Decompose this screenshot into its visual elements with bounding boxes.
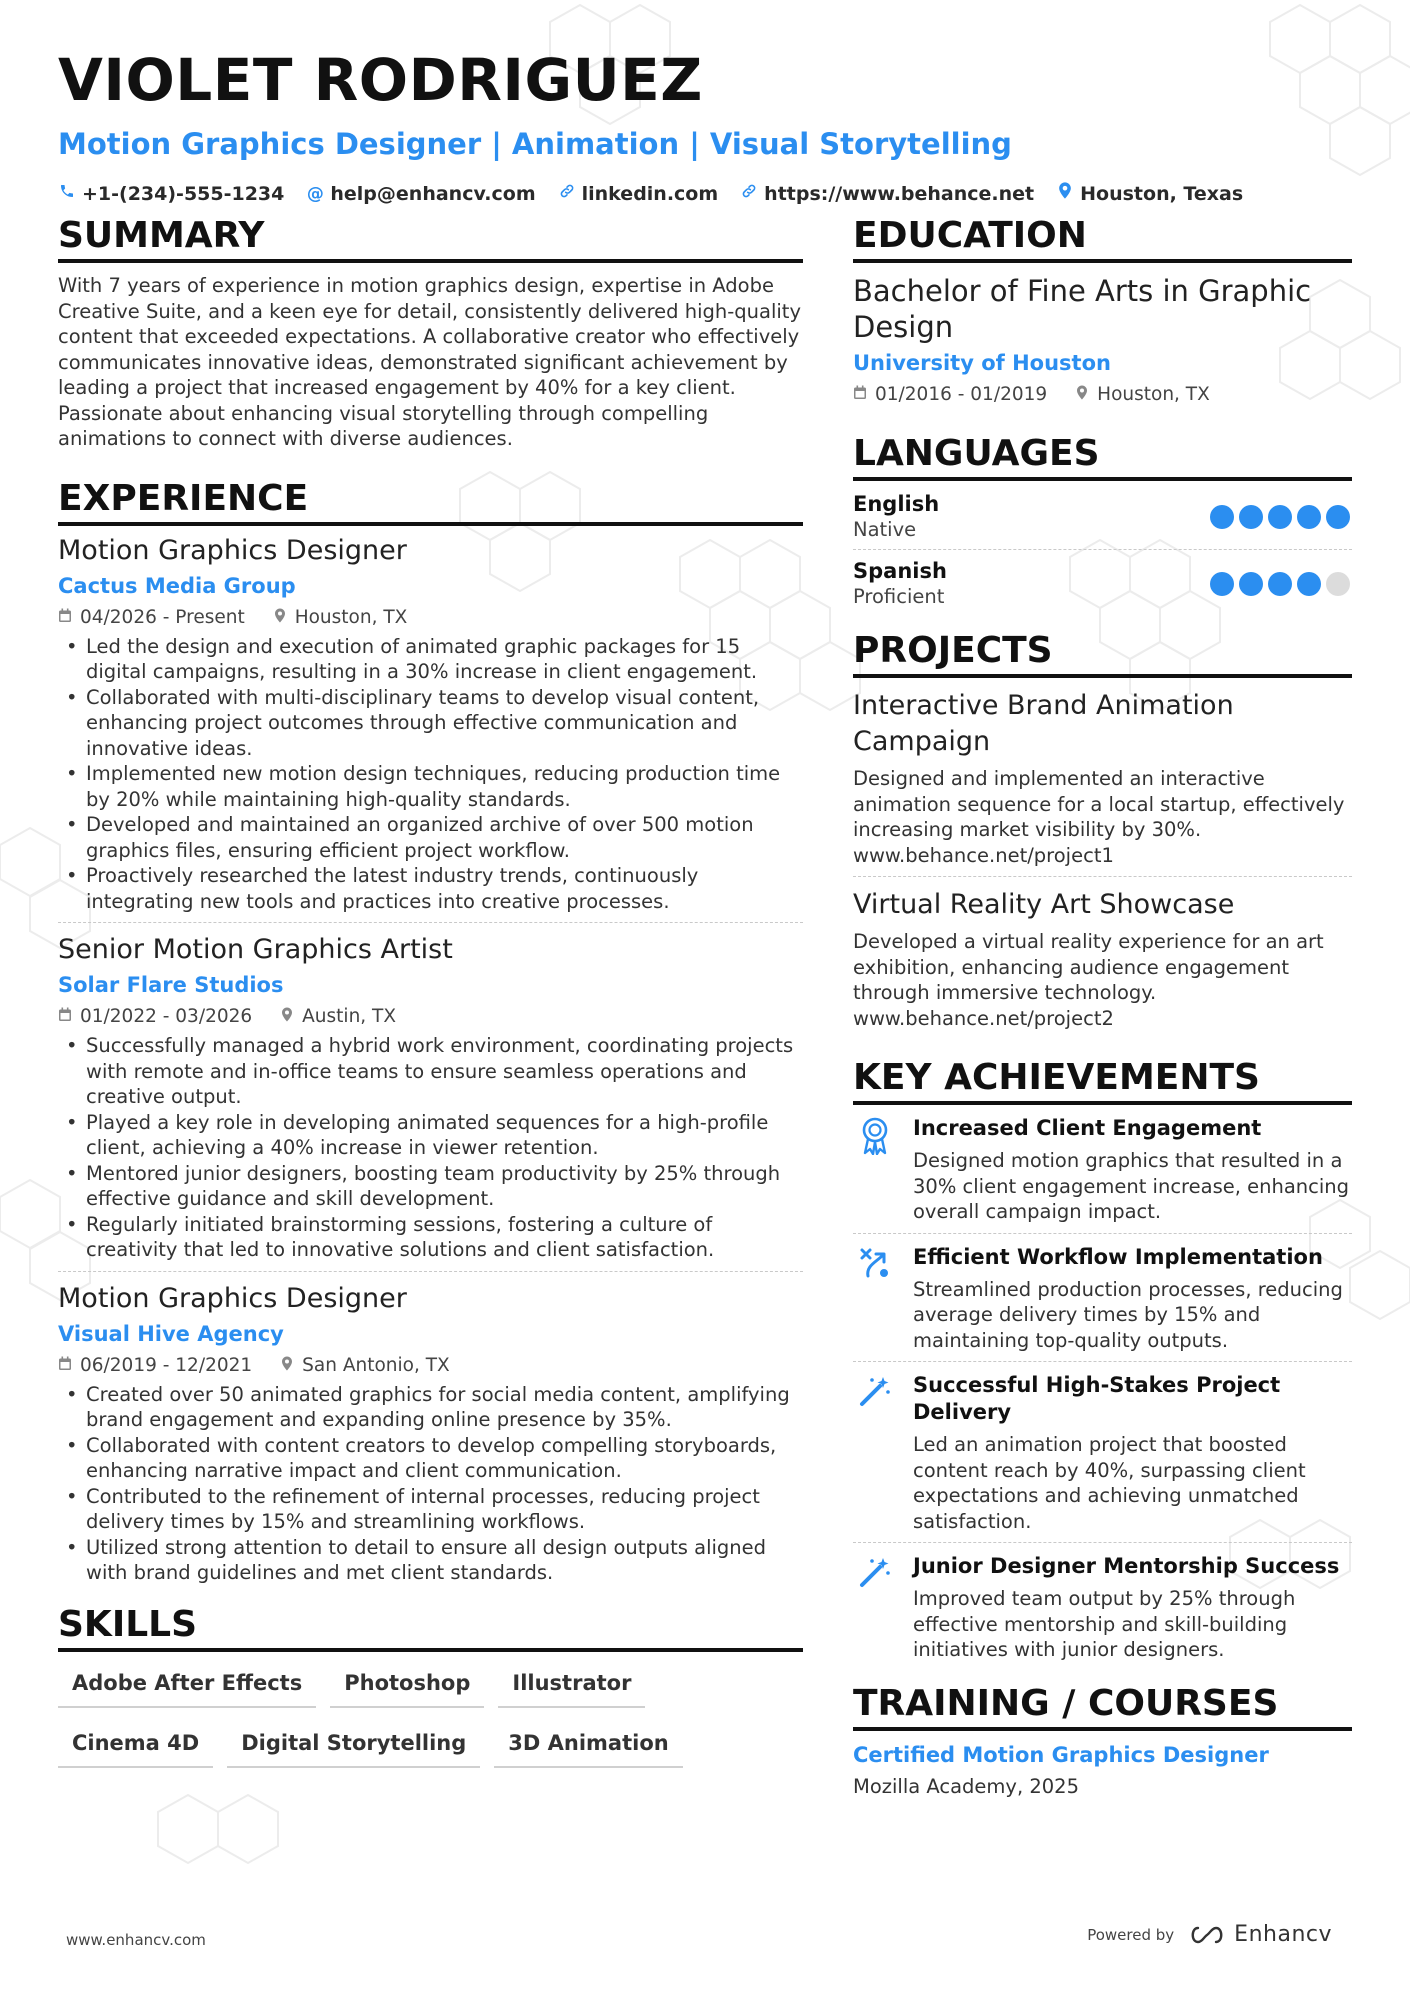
summary-text: With 7 years of experience in motion graphics design, expertise in Adobe Creative Suite, and a keen eye for detail, consistently delivered high-quality content that exceeded expectations. A collaborative creator who effectively communicates innovative ideas, demonstrated significant achievement by leading a project that increased engagement by 40% for a key client. Passionate about enhancing visual storytelling through compelling animations to connect with diverse audiences.: [58, 274, 801, 450]
workflow-route-icon: [853, 1244, 897, 1354]
job-meta: [58, 606, 803, 630]
project-entry: [853, 688, 1352, 877]
education-meta: [853, 383, 1352, 407]
location-pin-icon: [273, 606, 287, 630]
summary-heading: SUMMARY: [58, 215, 803, 263]
job-bullet: • Played a key role in developing animated sequences for a high-profile client, achieving a 40% increase in viewer retention.: [58, 1110, 803, 1161]
skill-tag: 3D Animation: [494, 1722, 682, 1768]
company-name: Solar Flare Studios: [58, 973, 284, 997]
education-dates: 01/2016 - 01/2019: [875, 384, 1048, 405]
footer-site-link[interactable]: www.enhancv.com: [66, 1931, 206, 1949]
contact-phone[interactable]: [58, 182, 284, 206]
contact-linkedin[interactable]: [558, 182, 719, 206]
rating-dot-filled: [1239, 572, 1263, 596]
language-entry: [853, 491, 1352, 550]
job-bullet: • Created over 50 animated graphics for social media content, amplifying brand engagement and expanding online presence by 35%.: [58, 1382, 803, 1433]
rating-dot-filled: [1268, 505, 1292, 529]
rating-dot-filled: [1239, 505, 1263, 529]
job-bullet: • Developed and maintained an organized archive of over 500 motion graphics files, ensuring efficient project workflow.: [58, 812, 803, 863]
skills-heading: SKILLS: [58, 1604, 803, 1652]
projects-section: [853, 630, 1352, 1039]
achievement-entry: [853, 1553, 1352, 1671]
calendar-icon: [853, 383, 867, 407]
job-meta: [58, 1005, 803, 1029]
projects-heading: PROJECTS: [853, 630, 1352, 678]
link-icon: [558, 182, 576, 206]
job-location: Austin, TX: [302, 1006, 397, 1027]
achievement-description: Designed motion graphics that resulted in a 30% client engagement increase, enhancing overall campaign impact.: [913, 1149, 1350, 1223]
job-entry: [58, 1282, 803, 1594]
rating-dot-empty: [1326, 572, 1350, 596]
rating-dot-filled: [1297, 505, 1321, 529]
candidate-tagline: Motion Graphics Designer | Animation | Visual Storytelling: [58, 127, 1012, 161]
achievement-description: Improved team output by 25% through effective mentorship and skill-building initiatives with junior designers.: [913, 1587, 1296, 1661]
achievement-title: Increased Client Engagement: [913, 1116, 1262, 1140]
job-bullets: [58, 1382, 803, 1586]
education-section: [853, 215, 1352, 407]
language-rating: [1210, 572, 1350, 596]
job-dates: 04/2026 - Present: [80, 606, 245, 628]
job-bullet: • Proactively researched the latest industry trends, continuously integrating new tools and practices into creative processes.: [58, 863, 803, 914]
job-meta: [58, 1354, 803, 1378]
calendar-icon: [58, 1005, 72, 1029]
job-bullet: • Mentored junior designers, boosting team productivity by 25% through effective guidance and skill development.: [58, 1161, 803, 1212]
job-location: Houston, TX: [294, 606, 408, 628]
job-title: Motion Graphics Designer: [58, 534, 407, 566]
achievement-entry: [853, 1372, 1352, 1543]
achievements-section: [853, 1057, 1352, 1671]
rating-dot-filled: [1268, 572, 1292, 596]
job-bullet: • Led the design and execution of animated graphic packages for 15 digital campaigns, resulting in a 30% increase in client engagement.: [58, 634, 803, 685]
achievement-entry: [853, 1115, 1352, 1234]
contact-location-text: Houston, Texas: [1080, 183, 1244, 205]
achievement-entry: [853, 1244, 1352, 1363]
project-link[interactable]: www.behance.net/project1: [853, 843, 1114, 867]
job-entry: [58, 534, 803, 924]
languages-heading: LANGUAGES: [853, 433, 1352, 481]
achievement-description: Streamlined production processes, reducing average delivery times by 15% and maintaining top-quality outputs.: [913, 1277, 1343, 1352]
rating-dot-filled: [1210, 505, 1234, 529]
calendar-icon: [58, 606, 72, 630]
language-name: English: [853, 492, 940, 516]
achievements-heading: KEY ACHIEVEMENTS: [853, 1057, 1352, 1105]
education-school: University of Houston: [853, 351, 1111, 375]
contact-email[interactable]: [306, 182, 535, 206]
candidate-name: VIOLET RODRIGUEZ: [58, 46, 703, 114]
skill-tag: Illustrator: [498, 1662, 645, 1708]
language-level: Native: [853, 518, 917, 541]
job-bullet: • Regularly initiated brainstorming sessions, fostering a culture of creativity that led to innovative solutions and client satisfaction.: [58, 1212, 803, 1263]
rating-dot-filled: [1210, 572, 1234, 596]
training-section: [853, 1683, 1352, 1801]
rating-dot-filled: [1326, 505, 1350, 529]
contact-phone-text: +1-(234)-555-1234: [82, 183, 285, 205]
achievement-title: Successful High-Stakes Project Delivery: [913, 1373, 1281, 1424]
skill-tag: Digital Storytelling: [227, 1722, 480, 1768]
location-pin-icon: [1075, 383, 1089, 407]
job-bullet: • Collaborated with content creators to develop compelling storyboards, enhancing narrative impact and client communication.: [58, 1433, 803, 1484]
enhancv-logo-text: Enhancv: [1234, 1922, 1332, 1947]
at-icon: @: [306, 184, 324, 204]
education-heading: EDUCATION: [853, 215, 1352, 263]
language-rating: [1210, 505, 1350, 529]
job-bullets: [58, 1033, 803, 1263]
course-provider: Mozilla Academy, 2025: [853, 1774, 1079, 1798]
contact-location: [1056, 182, 1243, 206]
magic-wand-icon: [853, 1553, 897, 1663]
job-bullet: • Successfully managed a hybrid work environment, coordinating projects with remote and in-office teams to ensure seamless operations and creative output.: [58, 1033, 803, 1110]
job-dates: 01/2022 - 03/2026: [80, 1006, 253, 1027]
experience-heading: EXPERIENCE: [58, 478, 803, 526]
job-bullets: [58, 634, 803, 915]
skill-tag: Adobe After Effects: [58, 1662, 316, 1708]
language-level: Proficient: [853, 585, 945, 608]
summary-section: [58, 215, 803, 452]
phone-icon: [58, 182, 76, 206]
education-degree: Bachelor of Fine Arts in Graphic Design: [853, 274, 1312, 344]
job-entry: [58, 933, 803, 1272]
contact-behance[interactable]: [740, 182, 1034, 206]
magic-wand-icon: [853, 1372, 897, 1534]
job-bullet: • Collaborated with multi-disciplinary teams to develop visual content, enhancing project outcomes through effective communication and innovative ideas.: [58, 685, 803, 762]
enhancv-logo[interactable]: [1188, 1922, 1332, 1947]
achievement-title: Junior Designer Mentorship Success: [913, 1554, 1340, 1578]
contact-linkedin-text: linkedin.com: [581, 183, 719, 205]
left-column: [58, 215, 803, 1768]
location-pin-icon: [1056, 182, 1074, 206]
job-title: Motion Graphics Designer: [58, 1282, 407, 1314]
language-entry: [853, 558, 1352, 616]
project-description: Designed and implemented an interactive animation sequence for a local startup, effectively increasing market visibility by 30%.: [853, 767, 1345, 841]
job-dates: 06/2019 - 12/2021: [80, 1354, 253, 1376]
skill-tag: Photoshop: [330, 1662, 484, 1708]
contact-bar: [58, 182, 1358, 206]
job-bullet: • Utilized strong attention to detail to ensure all design outputs aligned with brand guidelines and met client standards.: [58, 1535, 803, 1586]
right-column: [853, 215, 1352, 1801]
languages-section: [853, 433, 1352, 616]
skill-tag: Cinema 4D: [58, 1722, 213, 1768]
link-icon: [740, 182, 758, 206]
project-description: Developed a virtual reality experience for an art exhibition, enhancing audience engagement through immersive technology.: [853, 930, 1324, 1004]
company-name: Cactus Media Group: [58, 573, 296, 598]
job-bullet: • Contributed to the refinement of internal processes, reducing project delivery times by 15% and streamlining workflows.: [58, 1484, 803, 1535]
skills-section: [58, 1604, 803, 1768]
award-ribbon-icon: [853, 1115, 897, 1225]
job-location: San Antonio, TX: [302, 1354, 450, 1376]
achievement-title: Efficient Workflow Implementation: [913, 1244, 1323, 1269]
job-title: Senior Motion Graphics Artist: [58, 934, 453, 965]
project-entry: [853, 887, 1352, 1039]
training-heading: TRAINING / COURSES: [853, 1683, 1352, 1731]
skills-list: [58, 1662, 803, 1768]
job-bullet: • Implemented new motion design techniques, reducing production time by 20% while maintaining high-quality standards.: [58, 761, 803, 812]
contact-email-text: help@enhancv.com: [330, 183, 536, 205]
location-pin-icon: [280, 1354, 294, 1378]
project-title: Virtual Reality Art Showcase: [853, 889, 1235, 920]
rating-dot-filled: [1297, 572, 1321, 596]
project-title: Interactive Brand Animation Campaign: [853, 690, 1234, 757]
contact-behance-text: https://www.behance.net: [764, 183, 1035, 205]
enhancv-logo-icon: [1188, 1924, 1226, 1946]
calendar-icon: [58, 1354, 72, 1378]
location-pin-icon: [280, 1005, 294, 1029]
language-name: Spanish: [853, 559, 947, 583]
course-title: Certified Motion Graphics Designer: [853, 1742, 1269, 1767]
footer-branding: [1087, 1922, 1332, 1947]
education-location: Houston, TX: [1097, 384, 1210, 405]
experience-section: [58, 478, 803, 1594]
achievement-description: Led an animation project that boosted content reach by 40%, surpassing client expectations and achieving unmatched satisfaction.: [913, 1433, 1306, 1533]
resume-header: [58, 48, 1358, 206]
project-link[interactable]: www.behance.net/project2: [853, 1006, 1114, 1030]
powered-by-label: Powered by: [1087, 1925, 1175, 1944]
company-name: Visual Hive Agency: [58, 1321, 284, 1346]
